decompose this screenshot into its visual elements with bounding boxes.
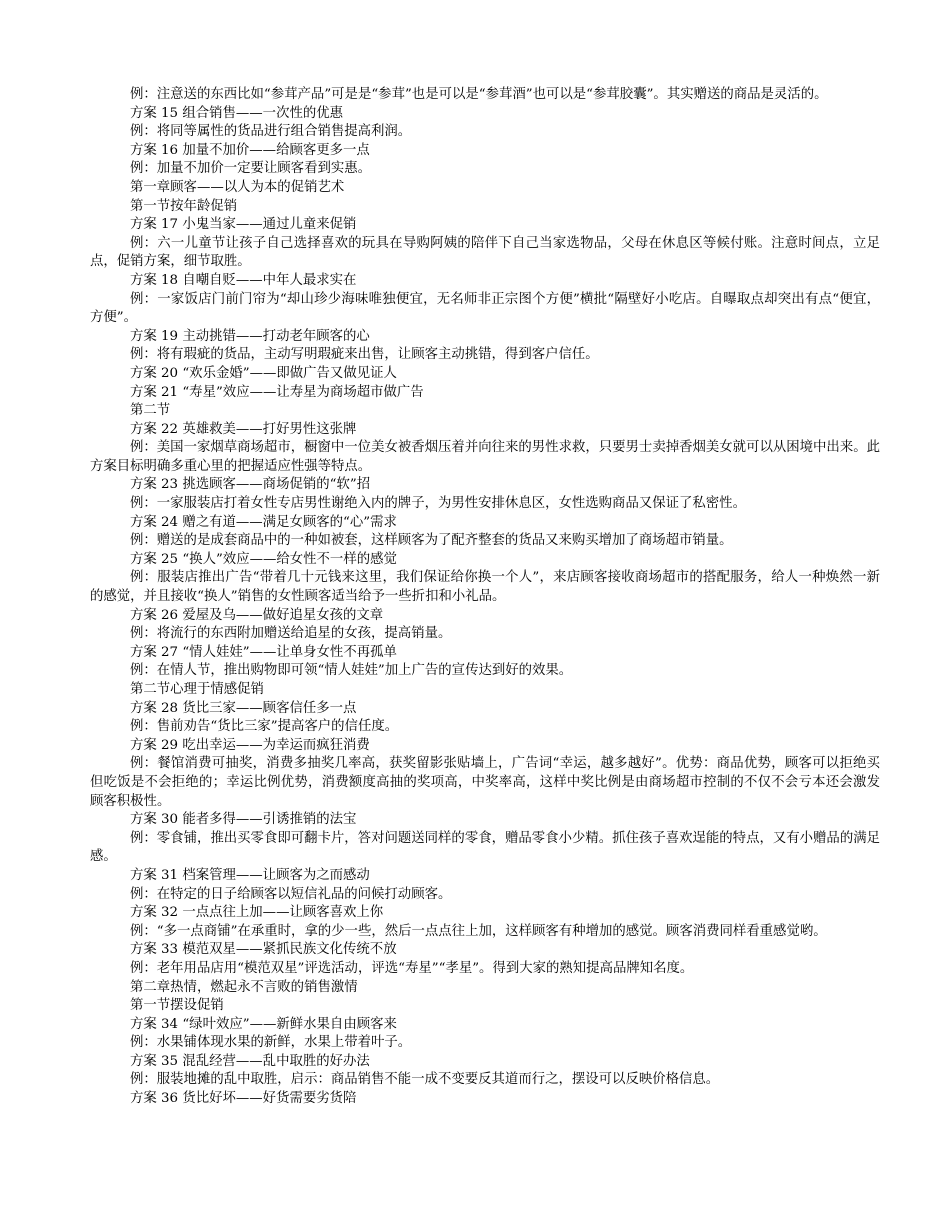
section-heading: 第一节按年龄促销 [130,198,238,214]
paragraph: 例：将有瑕疵的货品，主动写明瑕疵来出售，让顾客主动挑错，得到客户信任。 [130,347,599,363]
paragraph: 例：加量不加价一定要让顾客看到实惠。 [130,161,372,177]
paragraph: 例：售前劝告“货比三家”提高客户的信任度。 [130,719,399,735]
paragraph: 方案 33 模范双星——紧抓民族文化传统不放 [130,942,397,958]
paragraph: 方案 25 “换人”效应——给女性不一样的感觉 [130,551,397,567]
paragraph: 方案 20 “欢乐金婚”——即做广告又做见证人 [130,365,397,381]
paragraph: 例：水果铺体现水果的新鲜，水果上带着叶子。 [130,1035,412,1051]
paragraph: 方案 26 爱屋及乌——做好追星女孩的文章 [130,607,384,623]
paragraph: 方案 22 英雄救美——打好男性这张牌 [130,421,357,437]
paragraph: 方案 23 挑选顾客——商场促销的“软”招 [130,477,371,493]
paragraph: 方案 28 货比三家——顾客信任多一点 [130,700,357,716]
paragraph: 例：将同等属性的货品进行组合销售提高利润。 [130,124,412,140]
document-body [90,86,880,1109]
paragraph: 方案 24 赠之有道——满足女顾客的“心”需求 [130,514,397,530]
chapter-heading: 第一章顾客——以人为本的促销艺术 [130,179,345,195]
paragraph: 方案 15 组合销售——一次性的优惠 [130,105,344,121]
paragraph: 方案 29 吃出幸运——为幸运而疯狂消费 [130,737,370,753]
paragraph: 例：一家服装店打着女性专店男性谢绝入内的牌子，为男性安排休息区，女性选购商品又保证了私密性。 [130,496,746,512]
paragraph: 方案 31 档案管理——让顾客为之而感动 [130,867,370,883]
paragraph: 例：服装店推出广告“带着几十元钱来这里，我们保证给你换一个人”，来店顾客接收商场超市的搭配服务，给人一种焕然一新的感觉，并且接收“换人”销售的女性顾客适当给予一些折扣和小礼品。 [90,570,880,605]
paragraph: 例：服装地摊的乱中取胜，启示：商品销售不能一成不变要反其道而行之，摆设可以反映价格信息。 [130,1072,720,1088]
paragraph: 方案 17 小鬼当家——通过儿童来促销 [130,217,357,233]
paragraph: 例：零食铺，推出买零食即可翻卡片，答对问题送同样的零食，赠品零食小少精。抓住孩子喜欢逞能的特点，又有小赠品的满足感。 [90,830,880,865]
paragraph: 方案 35 混乱经营——乱中取胜的好办法 [130,1053,370,1069]
paragraph: 方案 21 “寿星”效应——让寿星为商场超市做广告 [130,384,424,400]
paragraph: 例：将流行的东西附加赠送给追星的女孩，提高销量。 [130,626,452,642]
paragraph: 方案 19 主动挑错——打动老年顾客的心 [130,328,370,344]
paragraph: 方案 36 货比好坏——好货需要劣货陪 [130,1091,357,1107]
paragraph: 例：六一儿童节让孩子自己选择喜欢的玩具在导购阿姨的陪伴下自己当家选物品，父母在休息区等候付账。注意时间点，立足点，促销方案，细节取胜。 [90,235,880,270]
paragraph: 例：赠送的是成套商品中的一种如被套，这样顾客为了配齐整套的货品又来购买增加了商场超市销量。 [130,533,733,549]
paragraph: 方案 27 “情人娃娃”——让单身女性不再孤单 [130,644,397,660]
chapter-heading: 第二章热情，燃起永不言败的销售激情 [130,979,358,995]
paragraph: 方案 16 加量不加价——给顾客更多一点 [130,142,370,158]
paragraph: 例：在特定的日子给顾客以短信礼品的问候打动顾客。 [130,886,452,902]
paragraph: 方案 34 “绿叶效应”——新鲜水果自由顾客来 [130,1016,397,1032]
section-heading: 第二节心理于情感促销 [130,682,264,697]
paragraph: 例：一家饭店门前门帘为“却山珍少海味唯独便宜，无名师非正宗图个方便”横批“隔壁好小吃店。自曝取点却突出有点“便宜，方便”。 [90,291,880,326]
paragraph: 方案 18 自嘲自贬——中年人最求实在 [130,272,357,288]
paragraph: 方案 32 一点点往上加——让顾客喜欢上你 [130,905,384,921]
paragraph: 方案 30 能者多得——引诱推销的法宝 [130,812,357,828]
section-heading: 第二节 [130,403,171,419]
paragraph: 例：老年用品店用“模范双星”评选活动，评选“寿星”“孝星”。得到大家的熟知提高品牌知名度。 [130,960,694,976]
paragraph: 例：在情人节，推出购物即可领“情人娃娃”加上广告的宣传达到好的效果。 [130,663,573,679]
paragraph: 例：餐馆消费可抽奖，消费多抽奖几率高，获奖留影张贴墙上，广告词“幸运，越多越好”。优势：商品优势，顾客可以拒绝买但吃饭是不会拒绝的；幸运比例优势，消费额度高抽的奖项高，中奖率高，这样中奖比例是由商场超市控制的不仅不会亏本还会激发顾客积极性。 [90,756,880,809]
section-heading: 第一节摆设促销 [130,998,224,1014]
paragraph: 例：美国一家烟草商场超市，橱窗中一位美女被香烟压着并向往来的男性求救，只要男士卖掉香烟美女就可以从困境中出来。此方案目标明确多重心里的把握适应性强等特点。 [90,440,880,474]
paragraph: 例：注意送的东西比如“参茸产品”可是是“参茸”也是可以是“参茸酒”也可以是“参茸胶囊”。其实赠送的商品是灵活的。 [130,87,828,102]
paragraph: 例：“多一点商铺”在承重时，拿的少一些，然后一点点往上加，这样顾客有种增加的感觉。顾客消费同样看重感觉哟。 [130,923,827,939]
